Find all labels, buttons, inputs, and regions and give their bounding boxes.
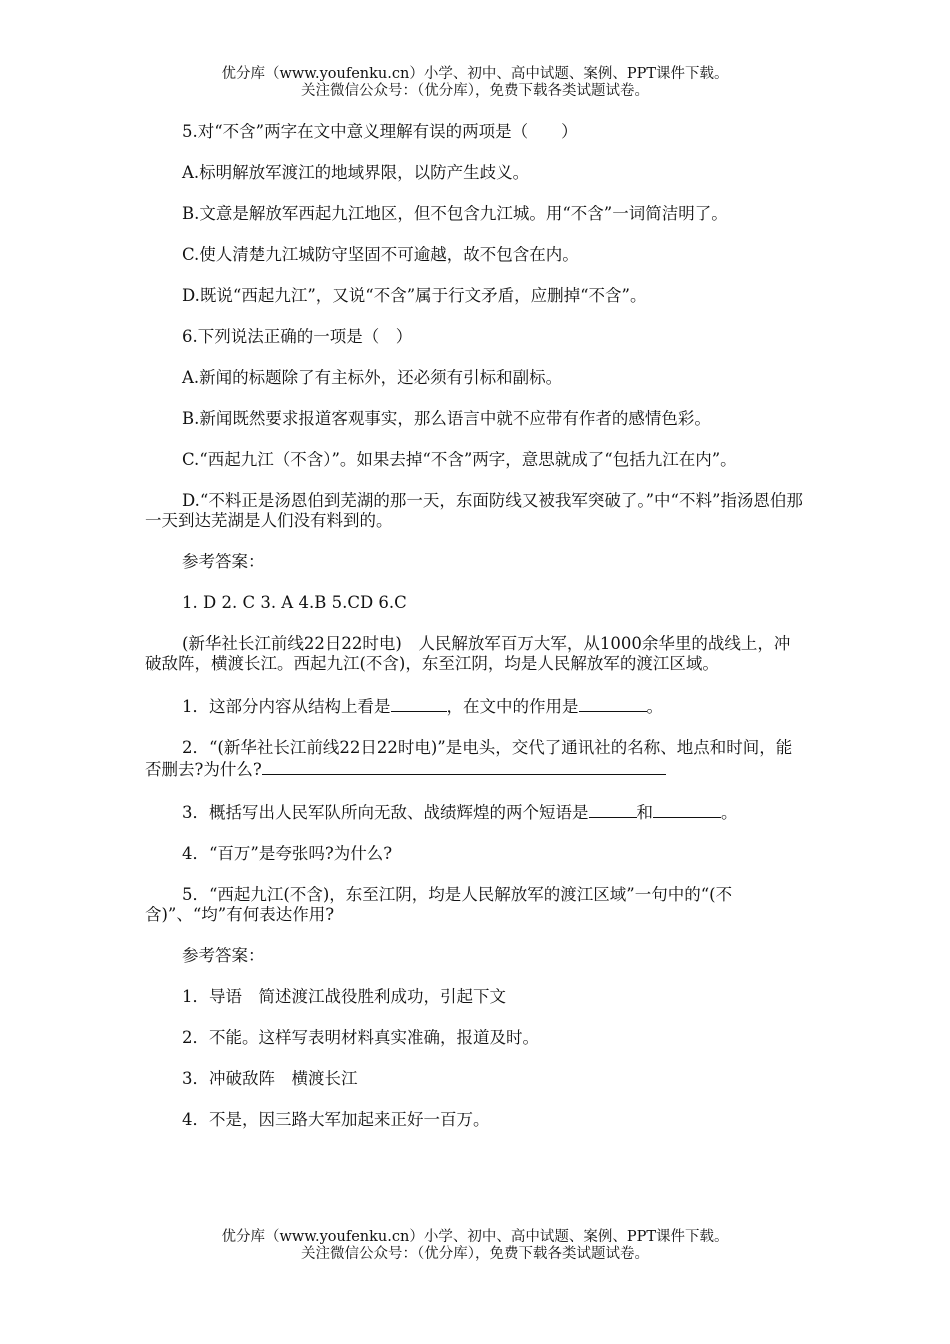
pq3-text-c: 。 [721, 803, 738, 822]
passage-question-1 [145, 695, 805, 717]
passage-question-5: 5．“西起九江(不含)，东至江阴，均是人民解放军的渡江区域”一句中的“(不含)”、“均”有何表达作用? [145, 885, 733, 924]
answer-blank [391, 695, 447, 712]
q6-option-c: C.“西起九江（不含）”。如果去掉“不含”两字，意思就成了“包括九江在内”。 [182, 450, 737, 469]
answer-blank [579, 695, 647, 712]
answer-key-1: 1. D 2. C 3. A 4.B 5.CD 6.C [182, 593, 407, 612]
pq2-text-a: 2．“(新华社长江前线22日22时电)”是电头，交代了通讯社的名称、地点和时间，能否删去?为什么? [145, 738, 793, 779]
question-5: 5.对“不含”两字在文中意义理解有误的两项是（ ） [182, 122, 578, 141]
answer-blank [262, 758, 666, 775]
answer-label-1: 参考答案： [182, 552, 265, 571]
pq1-text-a: 1．这部分内容从结构上看是 [182, 697, 391, 716]
passage-question-2 [145, 738, 805, 780]
pq1-text-b: ，在文中的作用是 [446, 697, 579, 716]
q6-option-b: B.新闻既然要求报道客观事实，那么语言中就不应带有作者的感情色彩。 [182, 409, 711, 428]
page-footer [0, 1229, 950, 1263]
footer-line-1: 优分库（www.youfenku.cn）小学、初中、高中试题、案例、PPT课件下载。 [221, 1229, 729, 1245]
answer-label-2: 参考答案： [182, 946, 265, 965]
answer-4: 4．不是，因三路大军加起来正好一百万。 [182, 1110, 490, 1129]
pq3-text-b: 和 [636, 803, 653, 822]
news-passage: (新华社长江前线22日22时电) 人民解放军百万大军，从1000余华里的战线上，冲破敌阵，横渡长江。西起九江(不含)，东至江阴，均是人民解放军的渡江区域。 [145, 634, 791, 673]
q5-option-c: C.使人清楚九江城防守坚固不可逾越，故不包含在内。 [182, 245, 579, 264]
pq1-text-c: 。 [646, 697, 663, 716]
answer-2: 2．不能。这样写表明材料真实准确，报道及时。 [182, 1028, 539, 1047]
passage-question-3 [145, 801, 805, 823]
header-line-2: 关注微信公众号：（优分库），免费下载各类试题试卷。 [301, 83, 649, 99]
q6-option-d: D.“不料正是汤恩伯到芜湖的那一天，东面防线又被我军突破了。”中“不料”指汤恩伯那一天到达芜湖是人们没有料到的。 [145, 491, 803, 530]
q5-option-d: D.既说“西起九江”，又说“不含”属于行文矛盾，应删掉“不含”。 [182, 286, 647, 305]
answer-3: 3．冲破敌阵 横渡长江 [182, 1069, 358, 1088]
passage-question-4: 4．“百万”是夸张吗?为什么? [182, 844, 393, 863]
answer-1: 1．导语 简述渡江战役胜利成功，引起下文 [182, 987, 506, 1006]
answer-blank [653, 801, 721, 818]
q5-option-a: A.标明解放军渡江的地域界限，以防产生歧义。 [182, 163, 530, 182]
footer-line-2: 关注微信公众号：（优分库），免费下载各类试题试卷。 [301, 1246, 649, 1262]
page-header [0, 66, 950, 100]
document-body [145, 122, 805, 1151]
pq3-text-a: 3．概括写出人民军队所向无敌、战绩辉煌的两个短语是 [182, 803, 589, 822]
header-line-1: 优分库（www.youfenku.cn）小学、初中、高中试题、案例、PPT课件下载。 [221, 66, 729, 82]
q6-option-a: A.新闻的标题除了有主标外，还必须有引标和副标。 [182, 368, 563, 387]
q5-option-b: B.文意是解放军西起九江地区，但不包含九江城。用“不含”一词简洁明了。 [182, 204, 728, 223]
question-6: 6.下列说法正确的一项是（ ） [182, 327, 413, 346]
answer-blank [589, 801, 637, 818]
